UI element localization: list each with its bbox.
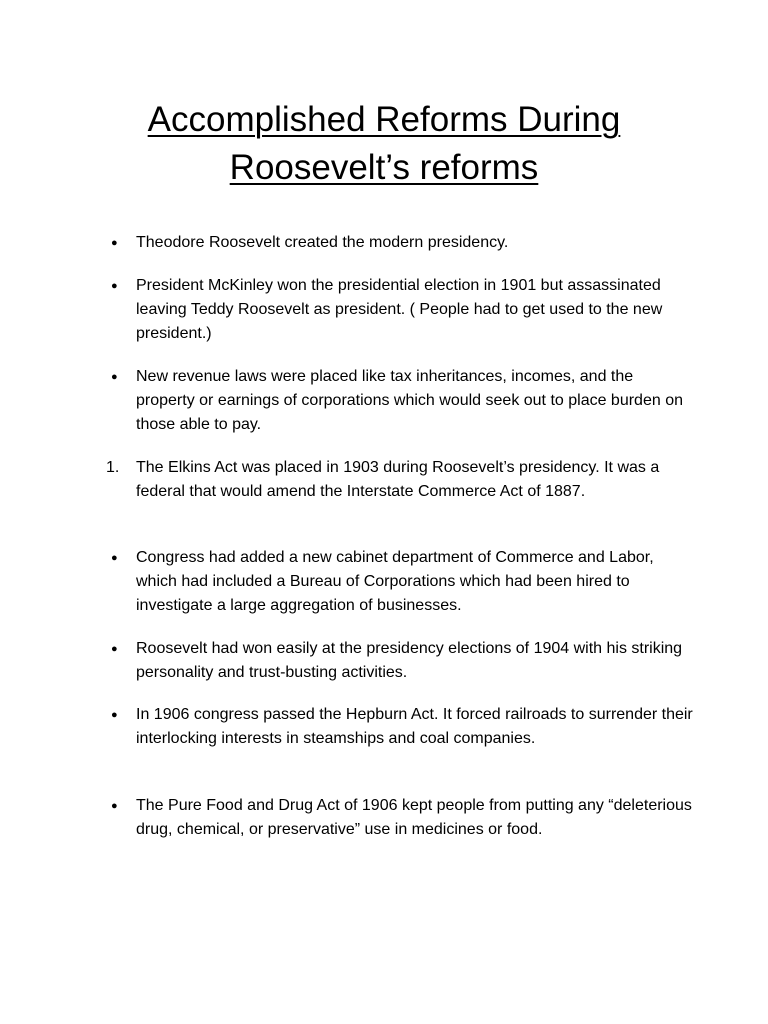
list-item — [111, 231, 696, 255]
list-item-text: In 1906 congress passed the Hepburn Act. It forced railroads to surrender their interlocking interests in steamships and coal companies. — [136, 706, 693, 747]
list-item-text: The Pure Food and Drug Act of 1906 kept people from putting any “deleterious drug, chemical, or preservative” use in medicines or food. — [136, 797, 692, 838]
list-item-text: Roosevelt had won easily at the presidency elections of 1904 with his striking personality and trust-busting activities. — [136, 640, 683, 681]
list-item — [111, 794, 696, 842]
list-item — [111, 274, 696, 346]
bullet-marker: ● — [111, 280, 118, 292]
number-marker: 1. — [106, 459, 120, 476]
bullet-marker: ● — [111, 371, 118, 383]
list-item-text: New revenue laws were placed like tax inheritances, incomes, and the property or earnings of corporations which would seek out to place burden on those able to pay. — [136, 368, 683, 433]
bullet-marker: ● — [111, 643, 118, 655]
list-item — [111, 365, 696, 437]
title-line-2: Roosevelt’s reforms — [229, 148, 539, 187]
list-item-text: President McKinley won the presidential election in 1901 but assassinated leaving Teddy Roosevelt as president. ( People had to get used to the new president.) — [136, 277, 663, 342]
bullet-marker: ● — [111, 237, 118, 249]
list-item-text: Theodore Roosevelt created the modern presidency. — [136, 234, 509, 251]
list-item — [111, 637, 696, 685]
title-line-1: Accomplished Reforms During — [147, 100, 621, 139]
bullet-marker: ● — [111, 709, 118, 721]
bullet-marker: ● — [111, 800, 118, 812]
list-item — [111, 546, 696, 618]
list-item-text: Congress had added a new cabinet department of Commerce and Labor, which had included a Bureau of Corporations which had been hired to investigate a large aggregation of businesses. — [136, 549, 654, 614]
list-item — [106, 456, 696, 504]
list-item — [111, 703, 696, 751]
list-item-text: The Elkins Act was placed in 1903 during Roosevelt’s presidency. It was a federal that would amend the Interstate Commerce Act of 1887. — [136, 459, 660, 500]
page-title — [0, 96, 768, 192]
bullet-marker: ● — [111, 552, 118, 564]
